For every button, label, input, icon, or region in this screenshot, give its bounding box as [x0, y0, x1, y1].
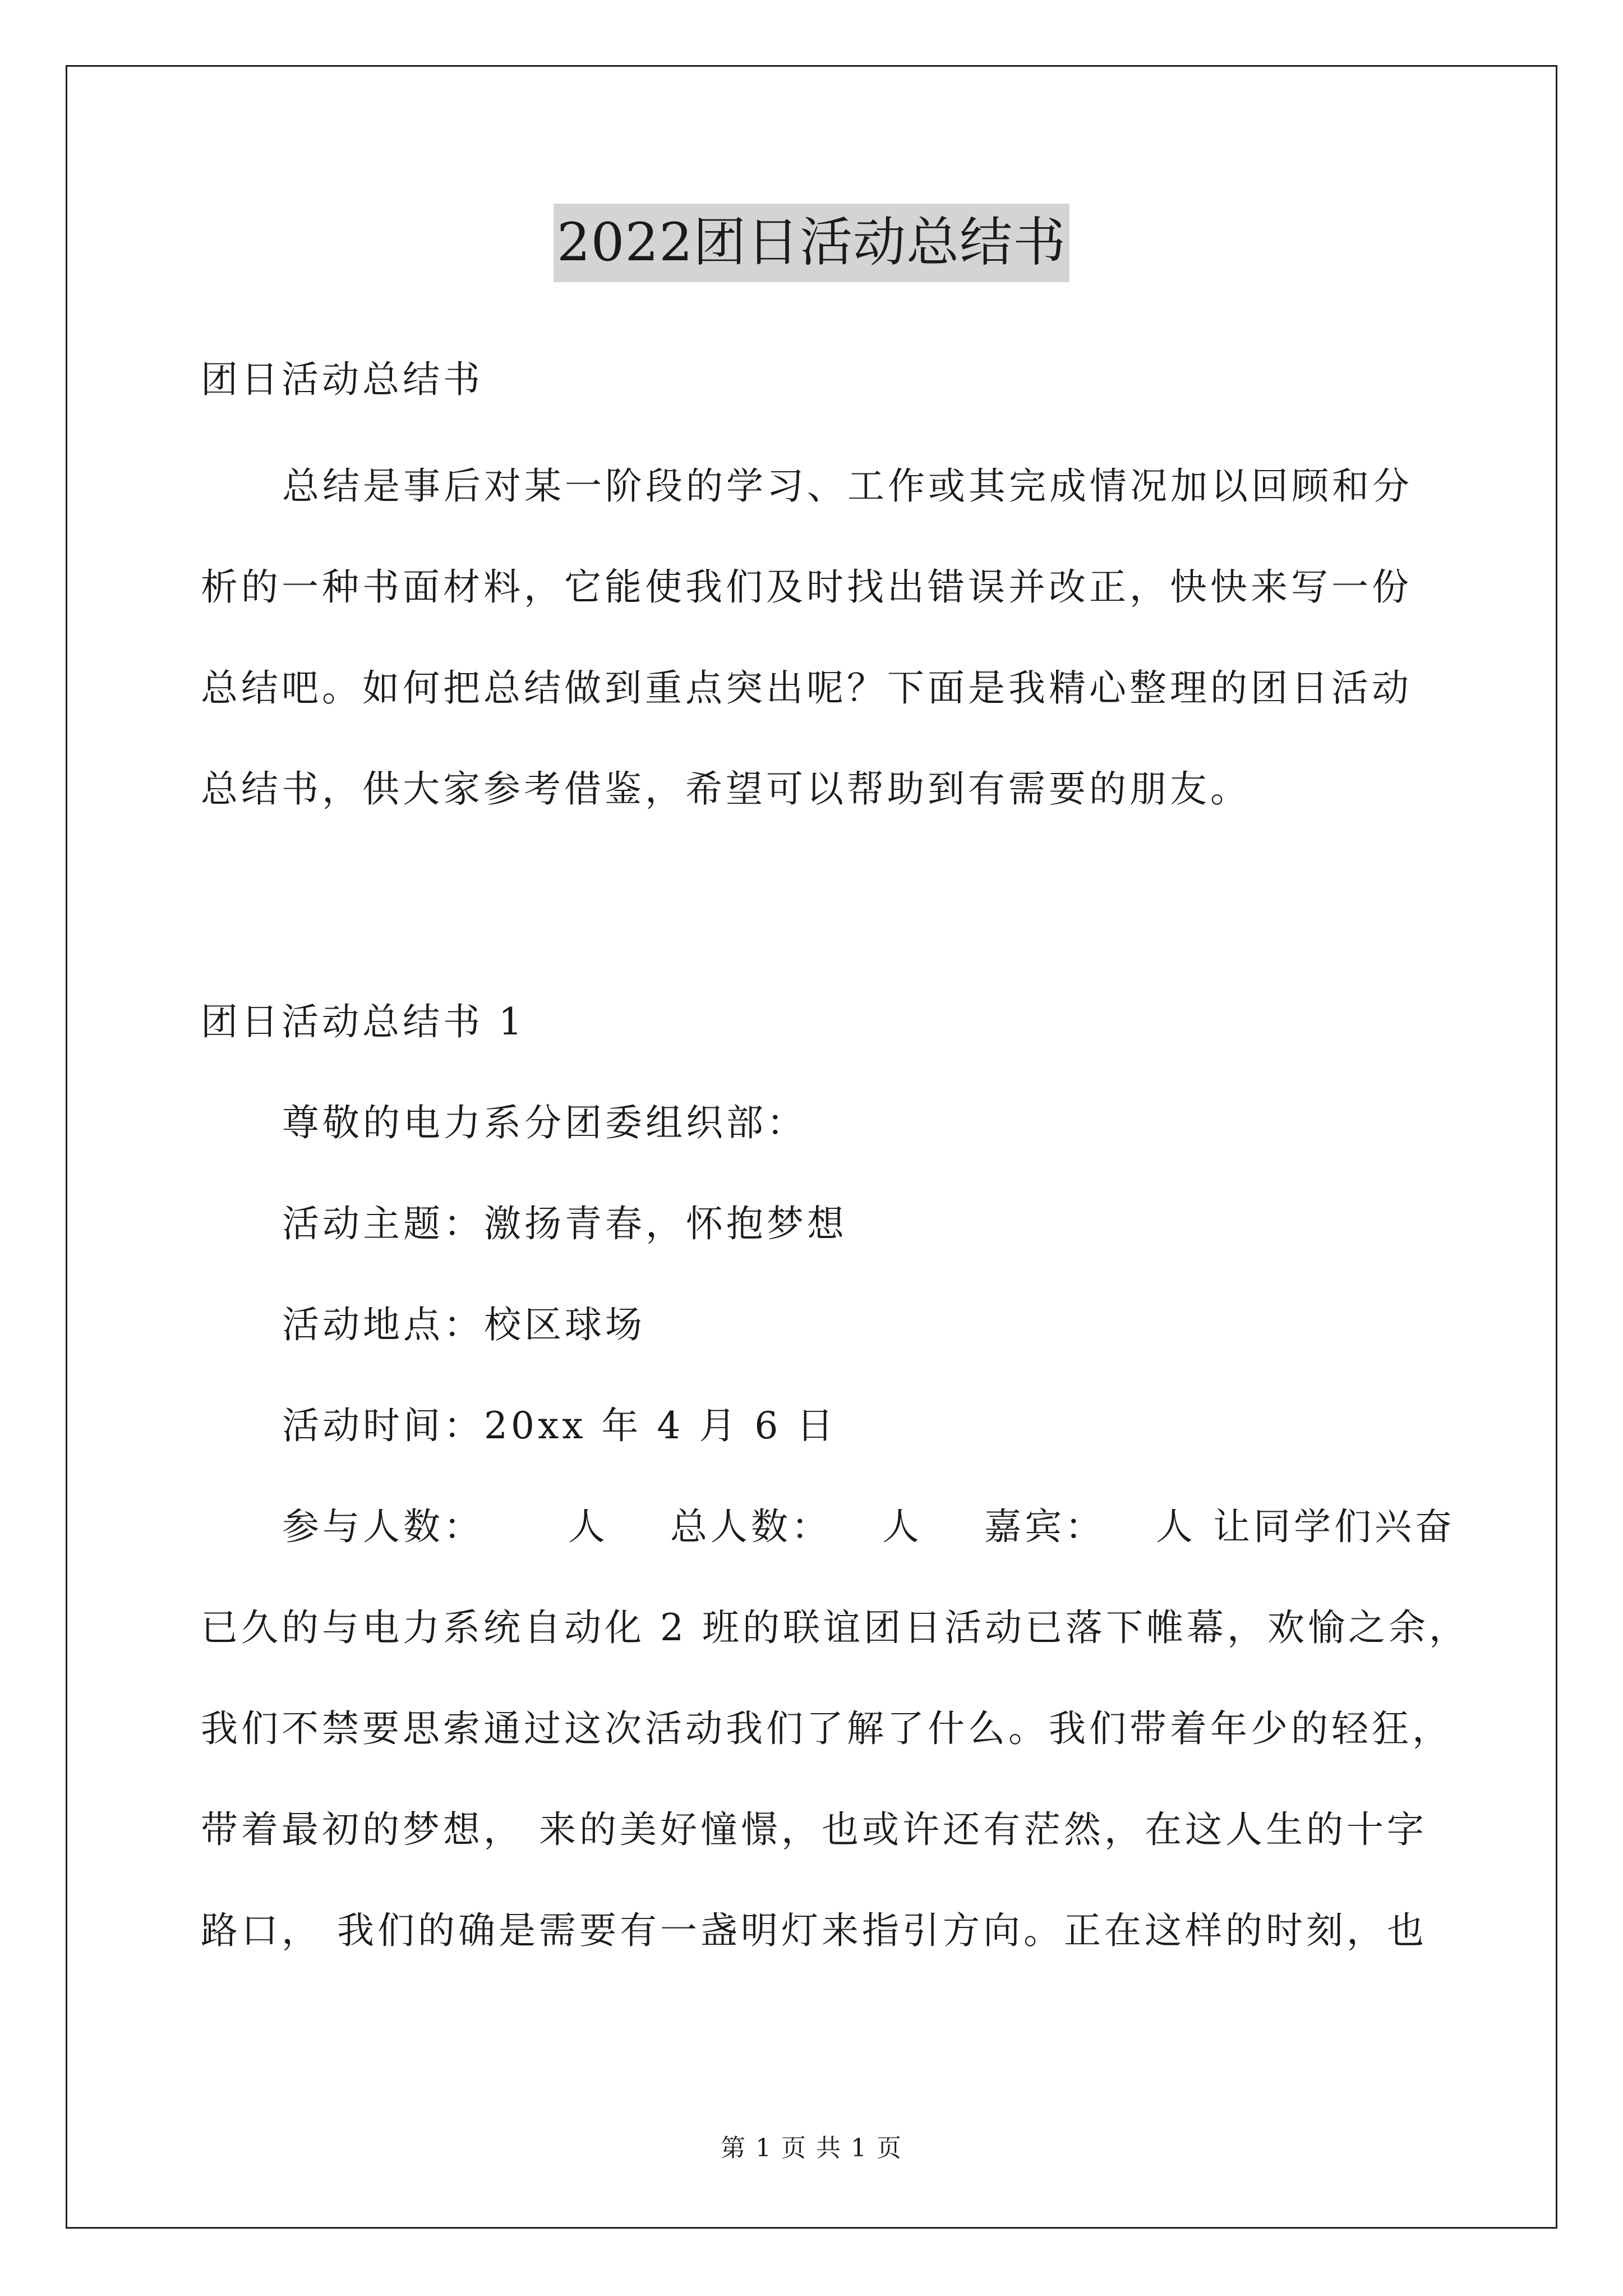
activity-time: 活动时间：20xx 年 4 月 6 日 — [282, 1404, 837, 1447]
guests-label: 嘉宾： — [984, 1505, 1105, 1548]
intro-line-4: 总结书，供大家参考借鉴，希望可以帮助到有需要的朋友。 — [201, 767, 1251, 811]
document-title: 2022团日活动总结书 — [554, 204, 1069, 282]
intro-line-3: 总结吧。如何把总结做到重点突出呢？下面是我精心整理的团日活动 — [201, 666, 1412, 710]
participants-line — [282, 1502, 1455, 1552]
document-subtitle: 团日活动总结书 — [201, 358, 483, 401]
body-line-2: 我们不禁要思索通过这次活动我们了解了什么。我们带着年少的轻狂， — [201, 1707, 1453, 1750]
body-line-3: 带着最初的梦想， 来的美好憧憬，也或许还有茫然，在这人生的十字 — [201, 1808, 1427, 1851]
body-line-4: 路口， 我们的确是需要有一盏明灯来指引方向。正在这样的时刻，也 — [201, 1909, 1427, 1952]
activity-theme: 活动主题：激扬青春，怀抱梦想 — [282, 1202, 847, 1245]
activity-location: 活动地点：校区球场 — [282, 1303, 645, 1346]
intro-line-2: 析的一种书面材料，它能使我们及时找出错误并改正，快快来写一份 — [201, 565, 1412, 609]
body-line-1: 已久的与电力系统自动化 2 班的联谊团日活动已落下帷幕，欢愉之余， — [201, 1606, 1469, 1649]
total-label: 总人数： — [670, 1505, 832, 1548]
total-unit: 人 — [882, 1505, 923, 1548]
guests-unit: 人 — [1156, 1505, 1196, 1548]
participants-unit: 人 — [568, 1505, 608, 1548]
title-wrap — [0, 204, 1623, 282]
salutation: 尊敬的电力系分团委组织部： — [282, 1101, 807, 1144]
section-heading: 团日活动总结书 1 — [201, 1000, 525, 1043]
page-footer: 第 1 页 共 1 页 — [721, 2134, 902, 2162]
participants-rest: 让同学们兴奋 — [1213, 1505, 1455, 1548]
participants-label: 参与人数： — [282, 1505, 484, 1548]
intro-line-1: 总结是事后对某一阶段的学习、工作或其完成情况加以回顾和分 — [282, 464, 1413, 508]
